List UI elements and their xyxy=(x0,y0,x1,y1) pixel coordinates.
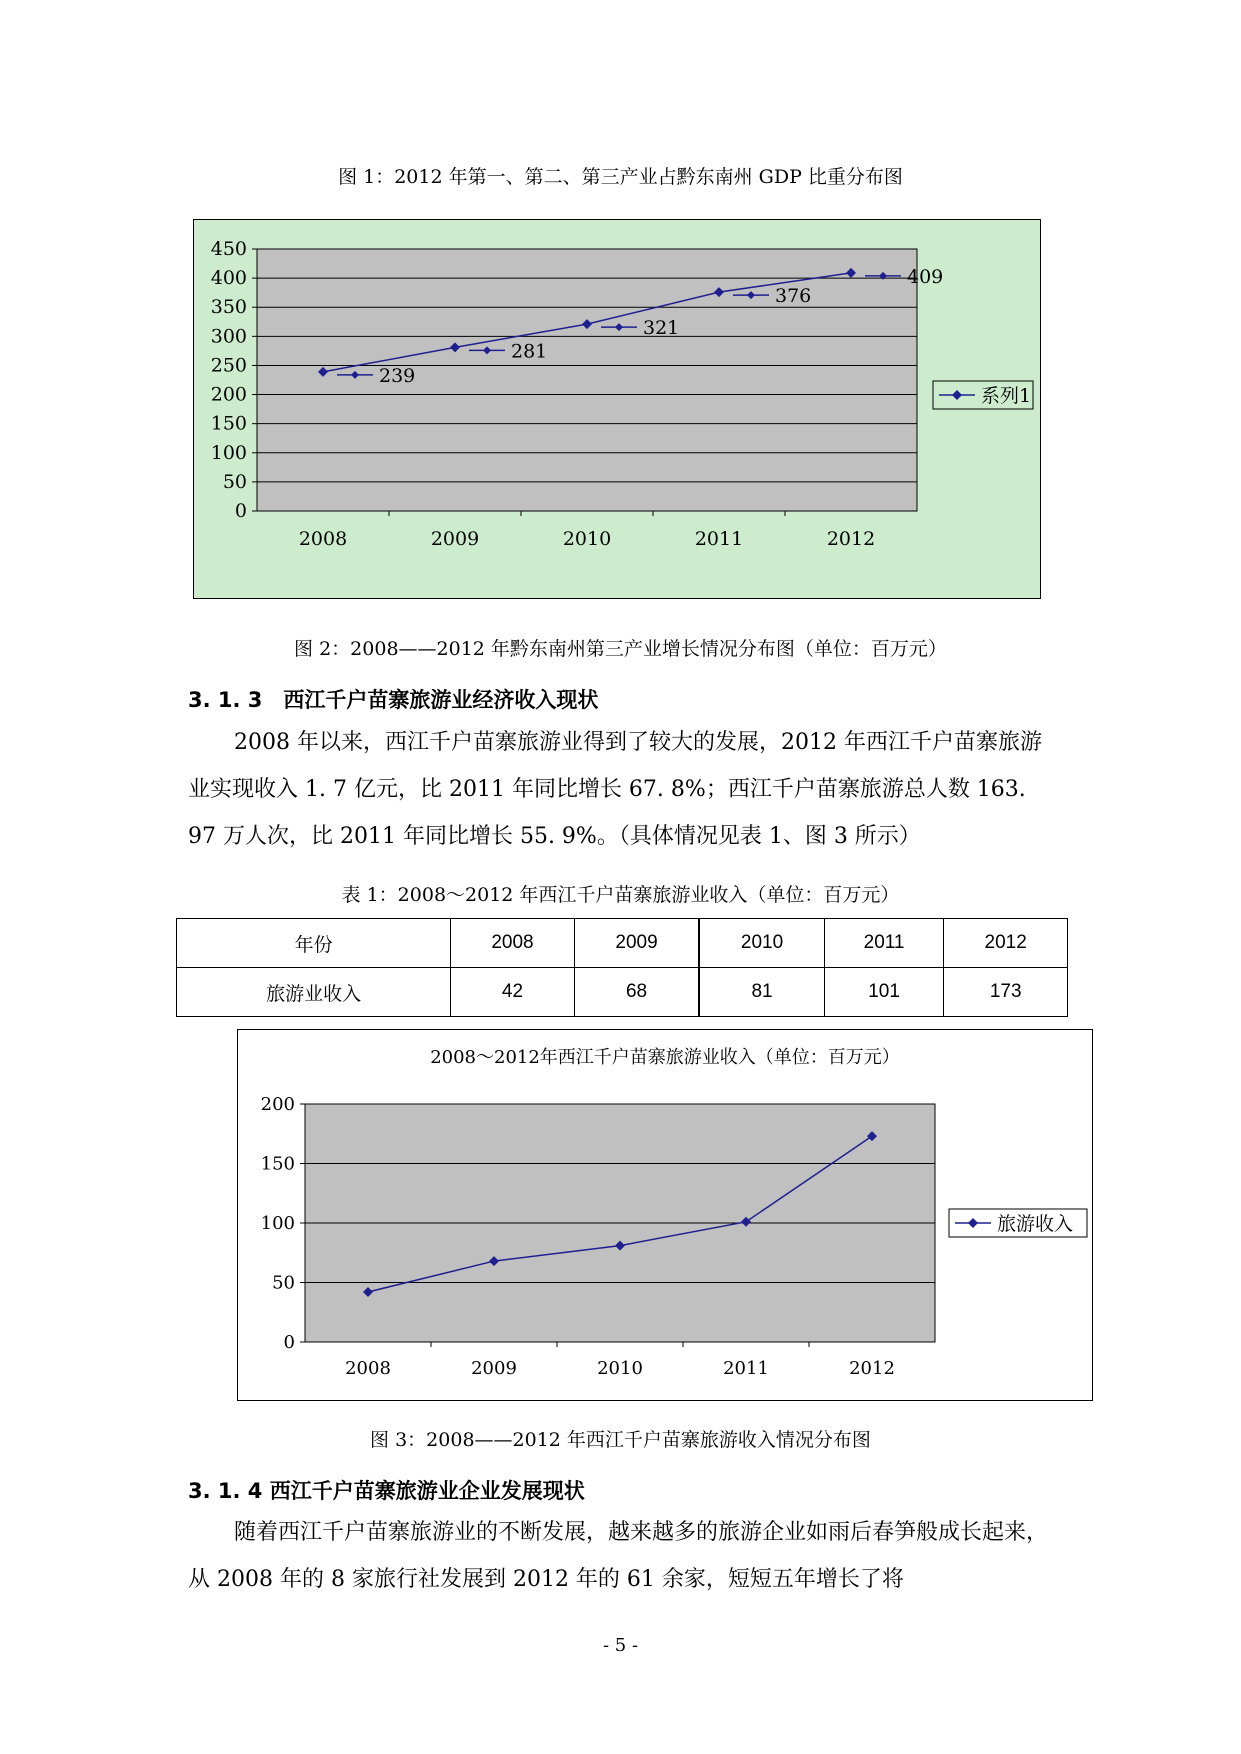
x-tick-label: 2012 xyxy=(826,528,876,550)
table-cell: 68 xyxy=(574,968,699,1017)
y-tick-label: 250 xyxy=(210,354,247,377)
x-tick-label: 2011 xyxy=(723,1358,769,1379)
chart-2-third-industry-growth xyxy=(193,219,1041,599)
table-1 xyxy=(176,918,1068,1017)
y-tick-label: 200 xyxy=(260,1094,295,1115)
table-header-cell: 2012 xyxy=(944,919,1068,968)
chart-3-tourism-income xyxy=(237,1029,1093,1401)
x-tick-label: 2008 xyxy=(298,528,348,550)
chart2-legend xyxy=(949,1209,1087,1237)
chart1-legend xyxy=(933,381,1033,409)
table-row xyxy=(177,919,1068,968)
chart2-title: 2008～2012年西江千户苗寨旅游业收入（单位：百万元） xyxy=(430,1047,900,1068)
x-tick-label: 2012 xyxy=(849,1358,895,1379)
section-3-1-4-paragraph xyxy=(188,1509,1058,1603)
y-tick-label: 450 xyxy=(210,238,247,260)
data-label: 409 xyxy=(907,265,944,288)
data-label: 239 xyxy=(379,364,416,387)
table-header-cell: 2008 xyxy=(451,919,575,968)
x-tick-label: 2008 xyxy=(345,1358,391,1379)
table-cell: 42 xyxy=(451,968,575,1017)
y-tick-label: 200 xyxy=(210,383,247,406)
y-tick-label: 50 xyxy=(222,470,247,493)
figure-2-caption: 图 2：2008——2012 年黔东南州第三产业增长情况分布图（单位：百万元） xyxy=(294,638,947,660)
x-tick-label: 2009 xyxy=(430,528,480,550)
figure-1-caption: 图 1：2012 年第一、第二、第三产业占黔东南州 GDP 比重分布图 xyxy=(338,166,903,188)
y-tick-label: 0 xyxy=(234,500,247,522)
x-tick-label: 2010 xyxy=(597,1358,643,1379)
y-tick-label: 400 xyxy=(210,267,247,290)
table-header-cell: 年份 xyxy=(177,919,451,968)
table-header-cell: 2010 xyxy=(699,919,824,968)
table-row xyxy=(177,968,1068,1017)
figure-3-caption: 图 3：2008——2012 年西江千户苗寨旅游收入情况分布图 xyxy=(370,1429,871,1451)
chart1-legend-label: 系列1 xyxy=(981,385,1032,407)
table-header-cell: 2011 xyxy=(824,919,944,968)
chart2-legend-label: 旅游收入 xyxy=(997,1213,1074,1235)
table-header-cell: 2009 xyxy=(574,919,699,968)
y-tick-label: 300 xyxy=(210,325,247,348)
table-1-caption: 表 1：2008～2012 年西江千户苗寨旅游业收入（单位：百万元） xyxy=(341,884,900,906)
section-3-1-3-heading: 3. 1. 3 西江千户苗寨旅游业经济收入现状 xyxy=(188,688,599,712)
y-tick-label: 350 xyxy=(210,296,247,319)
section-3-1-4-text: 随着西江千户苗寨旅游业的不断发展，越来越多的旅游企业如雨后春笋般成长起来，从 2008 年的 8 家旅行社发展到 2012 年的 61 余家，短短五年增长了将 xyxy=(188,1520,1049,1592)
y-tick-label: 0 xyxy=(283,1332,295,1353)
data-label: 281 xyxy=(511,340,548,363)
section-3-1-4-heading: 3. 1. 4 西江千户苗寨旅游业企业发展现状 xyxy=(188,1479,585,1503)
x-tick-label: 2009 xyxy=(471,1358,517,1379)
y-tick-label: 150 xyxy=(210,412,247,435)
y-tick-label: 100 xyxy=(260,1213,295,1234)
table-cell: 旅游业收入 xyxy=(177,968,451,1017)
y-tick-label: 100 xyxy=(210,441,247,464)
section-3-1-3-text: 2008 年以来，西江千户苗寨旅游业得到了较大的发展，2012 年西江千户苗寨旅游业实现收入 1. 7 亿元，比 2011 年同比增长 67. 8%；西江千户苗寨旅游总人数 163. 97 万人次，比 2011 年同比增长 55. 9%。（具体情况见表 1、图 3 所示） xyxy=(188,730,1042,849)
data-label: 321 xyxy=(643,317,680,340)
y-tick-label: 50 xyxy=(272,1272,295,1294)
section-3-1-3-paragraph xyxy=(188,719,1058,860)
table-cell: 101 xyxy=(824,968,944,1017)
x-tick-label: 2011 xyxy=(694,528,744,550)
x-tick-label: 2010 xyxy=(562,528,612,550)
table-cell: 81 xyxy=(699,968,824,1017)
y-tick-label: 150 xyxy=(260,1153,295,1175)
data-label: 376 xyxy=(775,285,812,308)
page-number: - 5 - xyxy=(602,1635,639,1656)
table-cell: 173 xyxy=(944,968,1068,1017)
